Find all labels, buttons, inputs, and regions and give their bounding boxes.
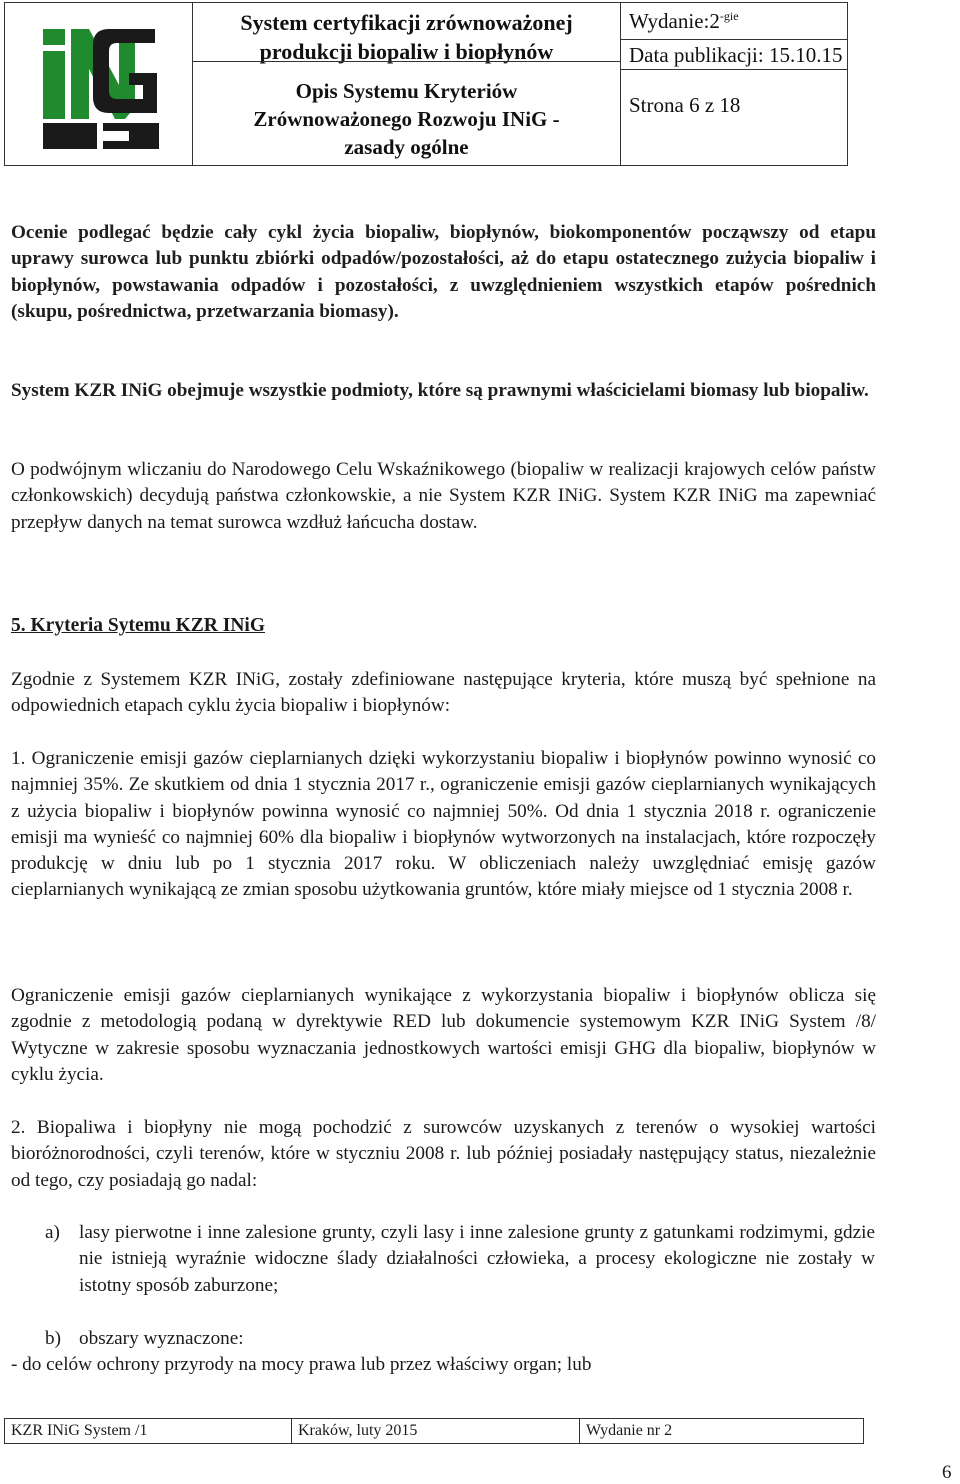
- subtitle-line2: Zrównoważonego Rozwoju INiG -: [253, 107, 560, 131]
- publication-row: [621, 39, 847, 70]
- logo-cell: [5, 3, 193, 165]
- paragraph-criterion-2: 2. Biopaliwa i biopłyny nie mogą pochodzić z surowców uzyskanych z terenów o wysokiej wartości bioróżnorodności, czyli terenów, które w styczniu 2008 r. lub później posiadały następujący status, niezależnie od tego, czy posiadają go nadal:: [11, 1117, 876, 1191]
- subtitle-line3: zasady ogólne: [344, 135, 469, 159]
- paragraph-criteria-intro: Zgodnie z Systemem KZR INiG, zostały zdefiniowane następujące kryteria, które muszą być spełnione na odpowiednich etapach cyklu życia biopaliw i biopłynów:: [11, 669, 876, 717]
- list-item-b-label: b): [45, 1328, 61, 1349]
- edition-row: [621, 3, 847, 40]
- title-divider: [193, 61, 620, 62]
- list-item-b: [45, 1326, 875, 1352]
- page-info-row: [621, 69, 847, 165]
- page-number: 6: [942, 1462, 952, 1483]
- footer-doc-id: KZR INiG System /1: [5, 1419, 292, 1443]
- paragraph-criterion-1: 1. Ograniczenie emisji gazów cieplarnianych dzięki wykorzystaniu biopaliw i biopłynów powinno wynosić co najmniej 35%. Ze skutkiem od dnia 1 stycznia 2017 r., ograniczenie emisji gazów cieplarnianych wynikających z użycia biopaliw i biopłynów powinna wynosić co najmniej 50%. Od dnia 1 stycznia 2018 r. ograniczenie emisji ma wynieść co najmniej 60% dla biopaliw i biopłynów wytworzonych na instalacjach, które rozpoczęły produkcję w dniu lub po 1 stycznia 2017 roku. W obliczeniach należy uwzględniać emisję gazów cieplarnianych wynikającą ze zmian sposobu użytkowania gruntów, które miały miejsce od 1 stycznia 2008 r.: [11, 748, 876, 901]
- publication-date: Data publikacji: 15.10.15: [629, 43, 843, 67]
- meta-cell: [621, 3, 847, 165]
- footer-place-date: Kraków, luty 2015: [292, 1419, 580, 1443]
- list-item-a: [45, 1220, 875, 1299]
- document-header: [4, 2, 848, 166]
- system-title-line1: System certyfikacji zrównoważonej: [240, 10, 573, 35]
- page-info: Strona 6 z 18: [629, 93, 741, 117]
- footer-edition: Wydanie nr 2: [586, 1422, 673, 1439]
- section-heading: 5. Kryteria Sytemu KZR INiG: [11, 615, 266, 636]
- document-footer: [4, 1418, 864, 1444]
- inig-logo: [5, 3, 193, 165]
- dash-line: - do celów ochrony przyrody na mocy prawa lub przez właściwy organ; lub: [11, 1354, 592, 1375]
- paragraph-lifecycle: Ocenie podlegać będzie cały cykl życia biopaliw, biopłynów, biokomponentów począwszy od etapu uprawy surowca lub punktu zbiórki odpadów/pozostałości, aż do etapu ostatecznego zużycia biopaliw i biopłynów, powstawania odpadów i pozostałości, z uwzględnieniem wszystkich etapów pośrednich (skupu, pośrednictwa, przetwarzania biomasy).: [11, 222, 876, 322]
- paragraph-scope: System KZR INiG obejmuje wszystkie podmioty, które są prawnymi właścicielami biomasy lub biopaliw.: [11, 380, 869, 401]
- title-cell: [193, 3, 621, 165]
- document-subtitle: [193, 77, 620, 161]
- paragraph-double-counting: O podwójnym wliczaniu do Narodowego Celu Wskaźnikowego (biopaliw w realizacji krajowych celów państw członkowskich) decydują państwa członkowskie, a nie System KZR INiG. System KZR INiG ma zapewniać przepływ danych na temat surowca wzdłuż łańcucha dostaw.: [11, 459, 876, 533]
- system-title: [193, 8, 620, 66]
- list-item-b-text: obszary wyznaczone:: [79, 1328, 244, 1349]
- system-title-line2: produkcji biopaliw i biopłynów: [259, 39, 554, 64]
- list-item-a-label: a): [45, 1222, 60, 1243]
- paragraph-ghg-method: Ograniczenie emisji gazów cieplarnianych wynikające z wykorzystania biopaliw i biopłynów oblicza się zgodnie z metodologią podaną w dyrektywie RED lub dokumencie systemowym KZR INiG System /8/ Wytyczne w zakresie sposobu wyznaczania jednostkowych wartości emisji GHG dla biopaliw, biopłynów w cyklu życia.: [11, 985, 876, 1085]
- subtitle-line1: Opis Systemu Kryteriów: [295, 79, 518, 103]
- edition-label: $Wydanie:2^{-gie}$: [629, 9, 739, 33]
- list-item-a-text: lasy pierwotne i inne zalesione grunty, czyli lasy i inne zalesione grunty z gatunkami rodzimymi, gdzie nie istnieją wyraźnie widoczne ślady działalności człowieka, a procesy ekologiczne nie zostały w istotny sposób zaburzone;: [79, 1222, 875, 1296]
